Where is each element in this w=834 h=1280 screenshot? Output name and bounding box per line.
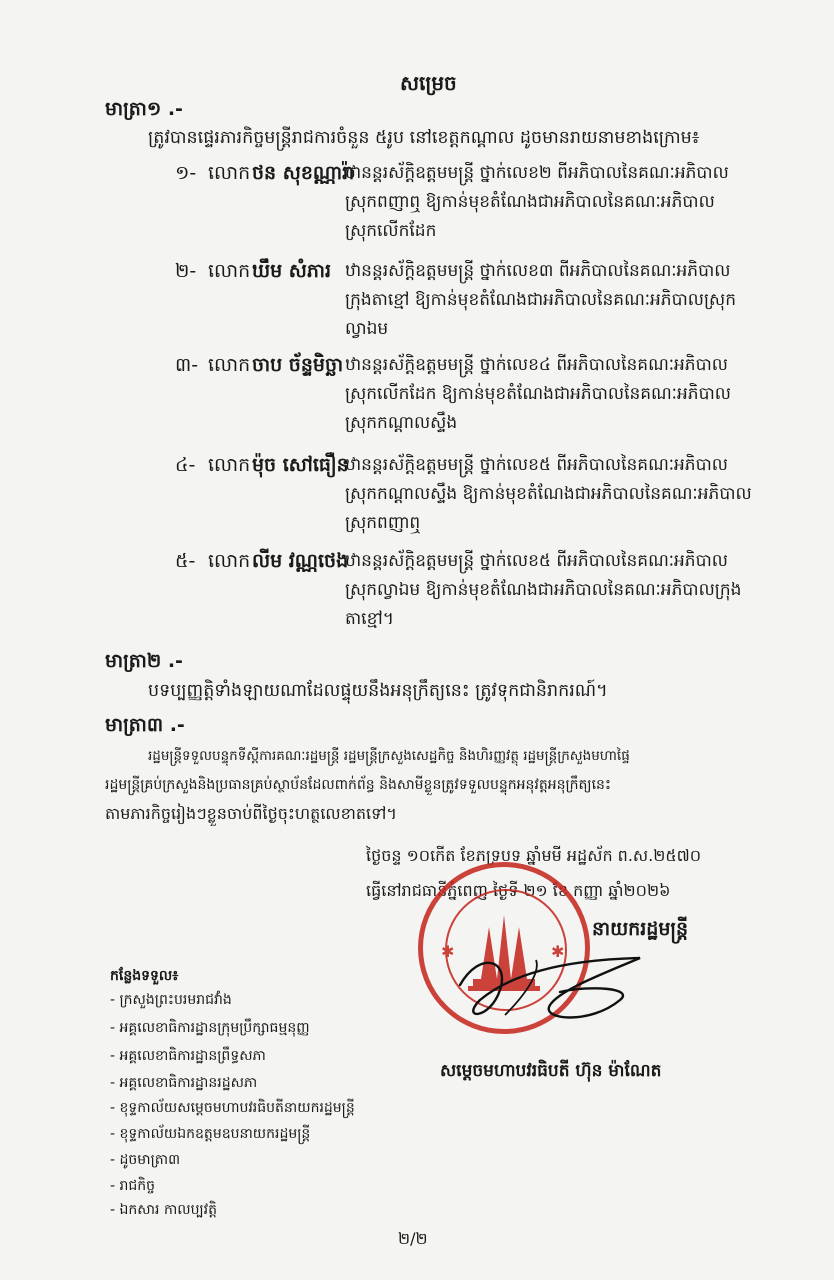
person-detail-line: ឋានន្តរស័ក្តិឧត្តមមន្ត្រី ថ្នាក់លេខ៥ ពីអភិបាលនៃគណៈអភិបាល — [345, 551, 728, 571]
person-number: ១- — [175, 162, 197, 184]
article2-heading: មាត្រា២ .- — [105, 650, 183, 672]
person-detail-line: ស្រុកល្វាឯម ឱ្យកាន់មុខតំណែងជាអភិបាលនៃគណៈអភិបាលក្រុង — [345, 580, 742, 600]
recipient-item: - ខុទ្ទកាល័យសម្តេចមហាបវរធិបតីនាយករដ្ឋមន្ត្រី — [110, 1100, 355, 1116]
svg-text:✱: ✱ — [551, 942, 565, 961]
signatory-title: នាយករដ្ឋមន្ត្រី — [592, 918, 689, 940]
handwritten-signature — [440, 930, 670, 1040]
signatory-name: សម្តេចមហាបវរធិបតី ហ៊ុន ម៉ាណែត — [440, 1061, 662, 1081]
article3-heading: មាត្រា៣ .- — [105, 714, 185, 736]
recipients-heading: កន្លែងទទួល៖ — [110, 968, 179, 984]
date-solar: ធ្វើនៅរាជធានីភ្នំពេញ ថ្ងៃទី ២១ ខែ កញ្ញា ឆ្នាំ២០២៦ — [366, 881, 671, 900]
person-detail-line: ឋានន្តរស័ក្តិឧត្តមមន្ត្រី ថ្នាក់លេខ២ ពីអភិបាលនៃគណៈអភិបាល — [345, 163, 729, 183]
person-detail-line: ឋានន្តរស័ក្តិឧត្តមមន្ត្រី ថ្នាក់លេខ៥ ពីអភិបាលនៃគណៈអភិបាល — [345, 455, 728, 475]
article1-intro: ត្រូវបានផ្ទេរភារកិច្ចមន្ត្រីរាជការចំនួន ៥រូប នៅខេត្តកណ្តាល ដូចមានរាយនាមខាងក្រោម៖ — [148, 128, 700, 148]
person-title: លោក — [208, 162, 251, 184]
date-lunar: ថ្ងៃចន្ទ ១០កើត ខែភទ្របទ ឆ្នាំមមី អដ្ឋស័ក ព.ស.២៥៧០ — [366, 846, 702, 865]
recipient-item: - អគ្គលេខាធិការដ្ឋានក្រុមប្រឹក្សាធម្មនុញ្ញ — [110, 1020, 310, 1036]
person-detail-line: ស្រុកកណ្តាលស្ទឹង ឱ្យកាន់មុខតំណែងជាអភិបាលនៃគណៈអភិបាល — [345, 484, 752, 504]
person-name: លីម វណ្ណថេង — [252, 550, 349, 572]
article1-heading: មាត្រា១ .- — [105, 98, 183, 120]
person-name: ចាប ច័ន្ទមិច្ឆា — [252, 354, 344, 376]
page-number: ២/២ — [398, 1229, 428, 1248]
article2-text: បទប្បញ្ញត្តិទាំងឡាយណាដែលផ្ទុយនឹងអនុក្រឹត្យនេះ ត្រូវទុកជានិរាករណ៍។ — [148, 681, 608, 701]
person-name: ម៉ុច សៅធឿន — [252, 454, 349, 476]
person-detail-line: ស្រុកពញាឮ — [345, 513, 421, 533]
person-detail-line: ក្រុងតាខ្មៅ ឱ្យកាន់មុខតំណែងជាអភិបាលនៃគណៈអភិបាលស្រុក — [345, 290, 737, 310]
person-name: ឃឹម សំភារ — [252, 260, 331, 282]
recipient-item: - ក្រសួងព្រះបរមរាជវាំង — [110, 992, 232, 1008]
person-number: ៣- — [175, 354, 199, 376]
person-detail-line: ល្វាឯម — [345, 319, 389, 339]
recipient-item: - រាជកិច្ច — [110, 1178, 156, 1194]
person-title: លោក — [208, 260, 251, 282]
person-detail-line: ស្រុកកណ្តាលស្ទឹង — [345, 413, 458, 433]
person-detail-line: ឋានន្តរស័ក្តិឧត្តមមន្ត្រី ថ្នាក់លេខ៣ ពីអភិបាលនៃគណៈអភិបាល — [345, 261, 731, 281]
svg-text:✱: ✱ — [441, 942, 455, 961]
person-detail-line: ស្រុកលើកដែក — [345, 221, 437, 241]
person-number: ៤- — [175, 454, 196, 476]
person-number: ៥- — [175, 550, 196, 572]
recipient-item: - ឯកសារ កាលប្បវត្តិ — [110, 1202, 217, 1218]
recipient-item: - អគ្គលេខាធិការដ្ឋានរដ្ឋសភា — [110, 1075, 258, 1091]
article3-line: រដ្ឋមន្ត្រីទទួលបន្ទុកទីស្តីការគណៈរដ្ឋមន្ត្រី រដ្ឋមន្ត្រីក្រសួងសេដ្ឋកិច្ច និងហិរញ្ញវត្ថុ រដ្ឋមន្ត្រីក្រសួងមហាផ្ទៃ — [148, 748, 630, 764]
recipient-item: - អគ្គលេខាធិការដ្ឋានព្រឹទ្ធសភា — [110, 1048, 266, 1064]
person-title: លោក — [208, 550, 251, 572]
person-name: ថន សុខណ្ណារ៉ា — [252, 162, 355, 184]
person-title: លោក — [208, 354, 251, 376]
recipient-item: - ខុទ្ទកាល័យឯកឧត្តមឧបនាយករដ្ឋមន្ត្រី — [110, 1126, 311, 1142]
article3-line: តាមភារកិច្ចរៀងៗខ្លួនចាប់ពីថ្ងៃចុះហត្ថលេខាតទៅ។ — [105, 804, 397, 823]
person-title: លោក — [208, 454, 251, 476]
person-detail-line: តាខ្មៅ។ — [345, 609, 394, 629]
article3-line: រដ្ឋមន្ត្រីគ្រប់ក្រសួងនិងប្រធានគ្រប់ស្ថាប័នដែលពាក់ព័ន្ធ និងសាមីខ្លួនត្រូវទទួលបន្ទុកអនុវត្តអនុក្រឹត្យនេះ — [105, 777, 612, 793]
person-number: ២- — [175, 260, 197, 282]
person-detail-line: ស្រុកពញាឮ ឱ្យកាន់មុខតំណែងជាអភិបាលនៃគណៈអភិបាល — [345, 192, 715, 212]
recipient-item: - ដូចមាត្រា៣ — [110, 1152, 181, 1168]
person-detail-line: ឋានន្តរស័ក្តិឧត្តមមន្ត្រី ថ្នាក់លេខ៤ ពីអភិបាលនៃគណៈអភិបាល — [345, 355, 728, 375]
decision-title: សម្រេច — [400, 71, 457, 95]
person-detail-line: ស្រុកលើកដែក ឱ្យកាន់មុខតំណែងជាអភិបាលនៃគណៈអភិបាល — [345, 384, 731, 404]
